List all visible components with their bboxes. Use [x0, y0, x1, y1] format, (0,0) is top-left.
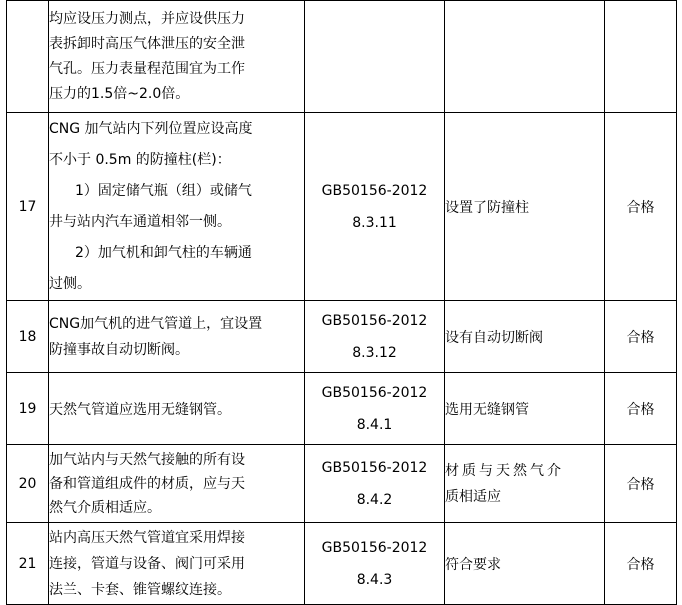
- requirement-line: 加气站内与天然气接触的所有设: [49, 451, 245, 468]
- requirement-line: 备和管道组成件的材质，应与天: [49, 475, 245, 492]
- row-number: 18: [7, 301, 49, 373]
- requirement-line: 气孔。压力表量程范围宜为工作: [49, 60, 245, 77]
- conclusion-cell: 合格: [605, 373, 677, 445]
- inspection-table: [6, 0, 677, 605]
- result-cell: [445, 445, 605, 523]
- requirement-line: 不小于 0.5m 的防撞柱(栏)：: [49, 151, 231, 168]
- conclusion-cell: 合格: [605, 523, 677, 605]
- requirement-line: 站内高压天然气管道宜采用焊接: [49, 529, 245, 546]
- requirement-line: 压力的1.5倍~2.0倍。: [49, 85, 190, 102]
- requirement-cell: [49, 373, 305, 445]
- standard-code: GB50156-2012: [321, 539, 428, 556]
- requirement-cell: [49, 523, 305, 605]
- requirement-line: 天然气管道应选用无缝钢管。: [49, 401, 231, 418]
- result-line: 质相适应: [445, 488, 501, 505]
- row-number: [7, 1, 49, 113]
- standard-cell: [305, 373, 445, 445]
- requirement-line: 然气介质相适应。: [49, 499, 161, 516]
- table-row: [7, 373, 677, 445]
- requirement-line: 法兰、卡套、锥管螺纹连接。: [49, 581, 231, 598]
- requirement-line: 2）加气机和卸气柱的车辆通: [75, 244, 252, 261]
- result-cell: 符合要求: [445, 523, 605, 605]
- requirement-line: 井与站内汽车通道相邻一侧。: [49, 213, 231, 230]
- requirement-cell: [49, 1, 305, 113]
- standard-code: GB50156-2012: [321, 182, 428, 199]
- requirement-line: 连接，管道与设备、阀门可采用: [49, 555, 245, 572]
- standard-code: GB50156-2012: [321, 384, 428, 401]
- standard-clause: 8.4.2: [356, 491, 393, 508]
- conclusion-cell: [605, 1, 677, 113]
- requirement-line: CNG加气机的进气管道上，宜设置: [49, 315, 263, 332]
- row-number: 17: [7, 113, 49, 301]
- result-cell: 设置了防撞柱: [445, 113, 605, 301]
- standard-code: GB50156-2012: [321, 459, 428, 476]
- table-row: [7, 301, 677, 373]
- row-number: 21: [7, 523, 49, 605]
- row-number: 20: [7, 445, 49, 523]
- requirement-line: 均应设压力测点，并应设供压力: [49, 10, 245, 27]
- standard-clause: 8.4.1: [356, 416, 393, 433]
- table-row: [7, 523, 677, 605]
- standard-clause: 8.4.3: [356, 571, 393, 588]
- requirement-line: 过侧。: [49, 275, 91, 292]
- standard-cell: [305, 301, 445, 373]
- standard-code: GB50156-2012: [321, 312, 428, 329]
- standard-cell: [305, 1, 445, 113]
- conclusion-cell: 合格: [605, 301, 677, 373]
- requirement-line: 表拆卸时高压气体泄压的安全泄: [49, 35, 245, 52]
- result-cell: [445, 1, 605, 113]
- conclusion-cell: 合格: [605, 445, 677, 523]
- requirement-line: 1）固定储气瓶（组）或储气: [75, 182, 252, 199]
- requirement-cell: [49, 113, 305, 301]
- standard-cell: [305, 113, 445, 301]
- standard-clause: 8.3.11: [352, 214, 397, 231]
- result-cell: 设有自动切断阀: [445, 301, 605, 373]
- table-row: [7, 113, 677, 301]
- table-row: [7, 445, 677, 523]
- requirement-cell: [49, 301, 305, 373]
- standard-cell: [305, 445, 445, 523]
- requirement-line: CNG 加气站内下列位置应设高度: [49, 120, 253, 137]
- requirement-cell: [49, 445, 305, 523]
- table-row: [7, 1, 677, 113]
- requirement-line: 防撞事故自动切断阀。: [49, 341, 189, 358]
- row-number: 19: [7, 373, 49, 445]
- result-line: 材质与天然气介: [445, 462, 564, 479]
- standard-clause: 8.3.12: [352, 344, 397, 361]
- conclusion-cell: 合格: [605, 113, 677, 301]
- result-cell: 选用无缝钢管: [445, 373, 605, 445]
- standard-cell: [305, 523, 445, 605]
